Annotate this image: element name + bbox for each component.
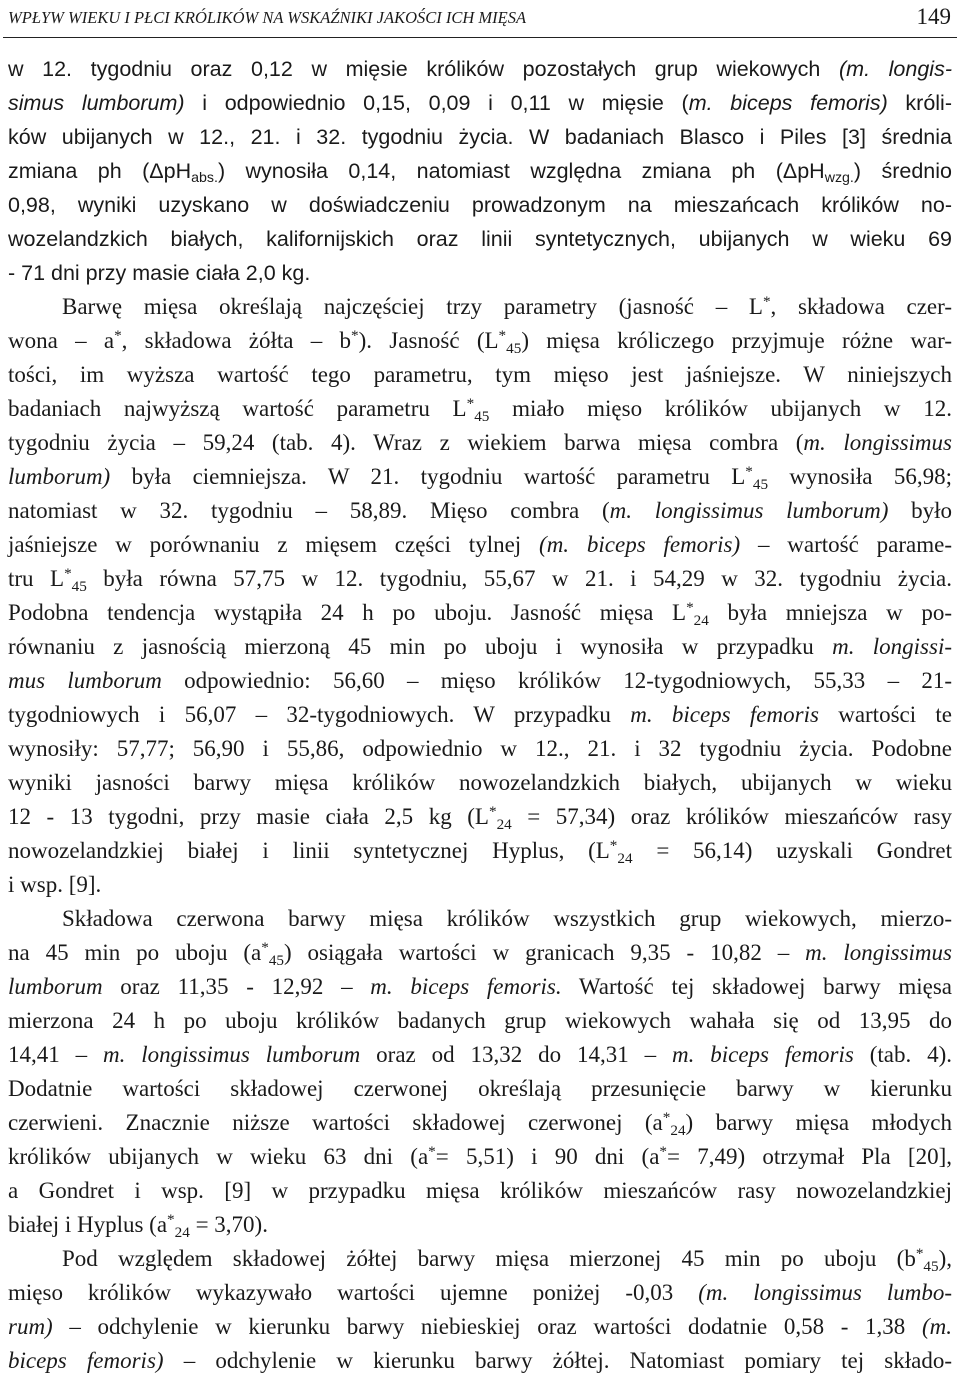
superscript: *: [659, 1142, 668, 1160]
superscript: *: [662, 1108, 671, 1126]
italic-text-run: mus lumborum: [8, 668, 162, 693]
text-run: badaniach najwyższą wartość parametru L: [8, 396, 467, 421]
superscript: *: [114, 326, 122, 344]
text-run: = 57,34) oraz królików mieszańców rasy: [511, 804, 952, 829]
text-run: ) barwy mięsa młodych: [685, 1110, 952, 1135]
subscript: 45: [506, 339, 522, 357]
italic-text-run: simus lumborum): [8, 91, 185, 115]
text-run: – odchylenie w kierunku barwy żółtej. Natomiast pomiary tej składo-: [163, 1348, 952, 1373]
subscript: 24: [174, 1223, 190, 1241]
italic-text-run: m. longissimus lumborum: [103, 1042, 361, 1067]
superscript: *: [686, 598, 694, 616]
text-run: , składowa czer-: [770, 294, 952, 319]
italic-text-run: (m. longis-: [839, 57, 952, 81]
subscript: 24: [496, 815, 512, 833]
text-run: – odchylenie w kierunku barwy niebieskiej oraz wartości dodatnie 0,58 - 1,38: [52, 1314, 922, 1339]
text-line: [8, 1310, 952, 1344]
text-run: i odpowiednio 0,15, 0,09 i 0,11 w mięsie (: [184, 91, 689, 115]
subscript: 45: [752, 475, 769, 493]
text-run: oraz 11,35 - 12,92 –: [102, 974, 371, 999]
body-text: [8, 52, 952, 1378]
superscript: *: [488, 802, 497, 820]
text-line: [8, 392, 952, 426]
subscript: 45: [923, 1257, 939, 1275]
text-run: 12 - 13 tygodni, przy masie ciała 2,5 kg (L: [8, 804, 489, 829]
text-run: ) osiągała wartości w granicach 9,35 - 10,82 –: [283, 940, 806, 965]
text-run: wynosiły: 57,77; 56,90 i 55,86, odpowiednio w 12., 21. i 32 tygodniu życia. Podobne: [8, 736, 952, 761]
text-run: ) średnio: [853, 159, 952, 183]
text-run: wynosiła 56,98;: [768, 464, 952, 489]
italic-text-run: m. biceps femoris: [630, 702, 819, 727]
text-run: ),: [938, 1246, 952, 1271]
text-run: = 5,51) i 90 dni (a: [435, 1144, 660, 1169]
text-line: [8, 630, 952, 664]
text-run: zmiana ph (ΔpH: [8, 159, 192, 183]
text-line: [8, 426, 952, 460]
text-run: 14,41 –: [8, 1042, 103, 1067]
page-number: 149: [916, 4, 951, 29]
text-run: mierzona 24 h po uboju królików badanych grup wiekowych wahała się od 13,95 do: [8, 1008, 952, 1033]
text-run: = 3,70).: [189, 1212, 268, 1237]
paragraph: [8, 52, 952, 290]
text-run: wyniki jasności barwy mięsa królików nowozelandzkich białych, ubijanych w wieku: [8, 770, 952, 795]
subscript: 24: [670, 1121, 686, 1139]
text-line: [8, 596, 952, 630]
text-line: [8, 1004, 952, 1038]
text-run: równaniu z jasnością mierzoną 45 min po uboju i wynosiła w przypadku: [8, 634, 833, 659]
italic-text-run: biceps femoris): [8, 1348, 164, 1373]
text-run: ) wynosiła 0,14, natomiast względna zmiana ph (ΔpH: [217, 159, 825, 183]
text-line: [8, 290, 952, 324]
text-run: – wartość parame-: [740, 532, 953, 557]
text-run: oraz od 13,32 do 14,31 –: [360, 1042, 672, 1067]
text-line: [8, 1242, 952, 1276]
text-run: tygodniowych i 56,07 – 32-tygodniowych. W przypadku: [8, 702, 631, 727]
subscript: 45: [71, 577, 87, 595]
text-line: [8, 1344, 952, 1378]
text-line: [8, 494, 952, 528]
text-line: [8, 1208, 952, 1242]
superscript: *: [428, 1142, 436, 1160]
superscript: *: [64, 564, 72, 582]
subscript: 45: [474, 407, 490, 425]
text-run: króli-: [887, 91, 952, 115]
italic-text-run: m. biceps femoris: [671, 1042, 854, 1067]
text-line: [8, 664, 952, 698]
text-run: czerwieni. Znacznie niższe wartości składowej czerwonej (a: [8, 1110, 663, 1135]
text-run: - 71 dni przy masie ciała 2,0 kg.: [8, 261, 311, 285]
text-run: w 12. tygodniu oraz 0,12 w mięsie królików pozostałych grup wiekowych: [8, 57, 839, 81]
text-line: [8, 698, 952, 732]
superscript: *: [167, 1210, 175, 1228]
italic-text-run: m. longissi-: [832, 634, 953, 659]
italic-text-run: (m. biceps femoris): [539, 532, 741, 557]
text-run: była ciemniejsza. W 21. tygodniu wartość parametru L: [110, 464, 746, 489]
italic-text-run: lumborum: [8, 974, 103, 999]
text-run: ków ubijanych w 12., 21. i 32. tygodniu życia. W badaniach Blasco i Piles [3] średnia: [8, 125, 952, 149]
text-run: (tab. 4).: [853, 1042, 953, 1067]
text-line: [8, 562, 952, 596]
text-line: [8, 528, 952, 562]
text-run: i wsp. [9].: [8, 872, 102, 897]
superscript: *: [609, 836, 618, 854]
italic-text-run: m. longissimus: [803, 430, 952, 455]
text-line: [8, 766, 952, 800]
text-line: [8, 800, 952, 834]
text-line: [8, 222, 952, 256]
text-run: Podobna tendencja wystąpiła 24 h po uboju. Jasność mięsa L: [8, 600, 687, 625]
text-run: białej i Hyplus (a: [8, 1212, 168, 1237]
superscript: *: [261, 938, 269, 956]
running-header: [3, 0, 957, 38]
text-run: była mniejsza w po-: [708, 600, 952, 625]
text-run: mięso królików wykazywało wartości ujemne poniżej -0,03: [8, 1280, 699, 1305]
text-line: [8, 732, 952, 766]
text-run: wona – a: [8, 328, 115, 353]
text-line: [8, 902, 952, 936]
text-run: była równa 57,75 w 12. tygodniu, 55,67 w 21. i 54,29 w 32. tygodniu życia.: [86, 566, 952, 591]
text-line: [8, 188, 952, 222]
text-line: [8, 834, 952, 868]
text-run: odpowiednio: 56,60 – mięso królików 12-tygodniowych, 55,33 – 21-: [161, 668, 952, 693]
text-run: , składowa żółta – b: [121, 328, 352, 353]
text-run: = 7,49) otrzymał Pla [20],: [667, 1144, 952, 1169]
superscript: *: [351, 326, 359, 344]
italic-text-run: m. longissimus lumborum): [609, 498, 889, 523]
text-run: wartości te: [818, 702, 953, 727]
italic-text-run: lumborum): [8, 464, 111, 489]
text-run: tygodniu życia – 59,24 (tab. 4). Wraz z wiekiem barwa mięsa combra (: [8, 430, 804, 455]
text-line: [8, 86, 952, 120]
text-run: 0,98, wyniki uzyskano w doświadczeniu prowadzonym na mieszańcach królików no-: [8, 193, 952, 217]
text-line: [8, 256, 952, 290]
superscript: *: [745, 462, 753, 480]
text-line: [8, 868, 952, 902]
subscript: 24: [693, 611, 709, 629]
subscript: 24: [617, 849, 633, 867]
text-line: [8, 460, 952, 494]
text-run: Wartość tej składowej barwy mięsa: [561, 974, 952, 999]
text-line: [8, 1276, 952, 1310]
paragraph: [8, 902, 952, 1242]
text-line: [8, 1038, 952, 1072]
text-run: Składowa czerwona barwy mięsa królików wszystkich grup wiekowych, mierzo-: [62, 906, 952, 931]
text-line: [8, 970, 952, 1004]
text-line: [8, 154, 952, 188]
text-line: [8, 324, 952, 358]
superscript: *: [498, 326, 507, 344]
italic-text-run: (m. longissimus lumbo-: [698, 1280, 953, 1305]
text-run: a Gondret i wsp. [9] w przypadku mięsa królików mieszańców rasy nowozelandzkiej: [8, 1178, 952, 1203]
text-run: tości, im wyższa wartość tego parametru, tym mięso jest jaśniejsze. W niniejszych: [8, 362, 952, 387]
text-line: [8, 1140, 952, 1174]
italic-text-run: m. biceps femoris): [688, 91, 888, 115]
text-run: na 45 min po uboju (a: [8, 940, 262, 965]
subscript: wzg.: [824, 170, 854, 187]
text-run: ). Jasność (L: [358, 328, 499, 353]
subscript: abs.: [191, 170, 218, 187]
text-line: [8, 1106, 952, 1140]
text-run: miało mięso królików ubijanych w 12.: [489, 396, 952, 421]
paragraph: [8, 290, 952, 902]
italic-text-run: m. longissimus: [805, 940, 952, 965]
text-line: [8, 52, 952, 86]
text-run: Barwę mięsa określają najczęściej trzy parametry (jasność – L: [62, 294, 763, 319]
italic-text-run: (m.: [921, 1314, 952, 1339]
paragraph: [8, 1242, 952, 1378]
superscript: *: [762, 292, 771, 310]
text-run: królików ubijanych w wieku 63 dni (a: [8, 1144, 429, 1169]
italic-text-run: rum): [8, 1314, 53, 1339]
superscript: *: [915, 1244, 924, 1262]
running-title: WPŁYW WIEKU I PŁCI KRÓLIKÓW NA WSKAŹNIKI JAKOŚCI ICH MIĘSA: [8, 8, 527, 27]
text-run: Dodatnie wartości składowej czerwonej określają przesunięcie barwy w kierunku: [8, 1076, 952, 1101]
text-line: [8, 1072, 952, 1106]
subscript: 45: [268, 951, 284, 969]
text-line: [8, 936, 952, 970]
italic-text-run: m. biceps femoris.: [370, 974, 562, 999]
text-run: ) mięsa króliczego przyjmuje różne war-: [521, 328, 952, 353]
text-run: nowozelandzkiej białej i linii syntetycznej Hyplus, (L: [8, 838, 610, 863]
text-line: [8, 1174, 952, 1208]
text-run: natomiast w 32. tygodniu – 58,89. Mięso combra (: [8, 498, 610, 523]
text-line: [8, 358, 952, 392]
text-line: [8, 120, 952, 154]
text-run: = 56,14) uzyskali Gondret: [632, 838, 952, 863]
superscript: *: [466, 394, 475, 412]
text-run: było: [888, 498, 952, 523]
text-run: wozelandzkich białych, kalifornijskich oraz linii syntetycznych, ubijanych w wieku 69: [8, 227, 952, 251]
text-run: Pod względem składowej żółtej barwy mięsa mierzonej 45 min po uboju (b: [62, 1246, 916, 1271]
text-run: tru L: [8, 566, 65, 591]
text-run: jaśniejsze w porównaniu z mięsem części tylnej: [8, 532, 540, 557]
